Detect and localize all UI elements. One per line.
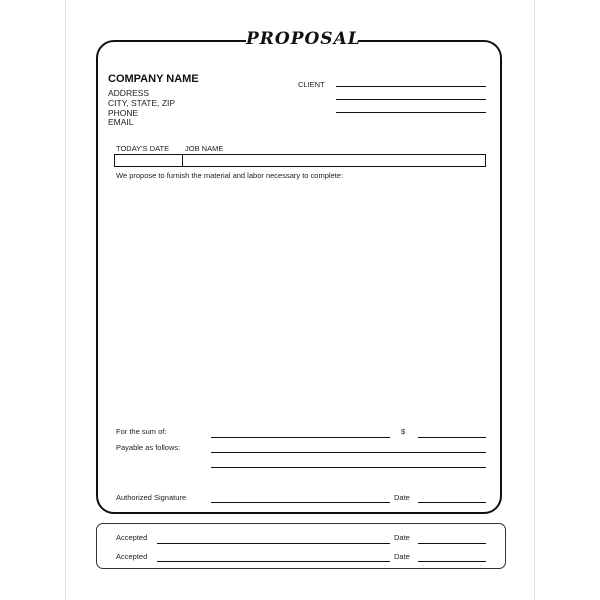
date-job-field-box[interactable] <box>114 154 486 167</box>
sum-line[interactable] <box>211 437 390 438</box>
accepted-date-label-1: Date <box>394 533 410 542</box>
accepted-label-1: Accepted <box>116 533 148 542</box>
accepted-line-1[interactable] <box>157 543 390 544</box>
client-label: CLIENT <box>298 80 325 89</box>
accepted-line-2[interactable] <box>157 561 390 562</box>
acceptance-frame <box>96 523 506 569</box>
payable-label: Payable as follows: <box>116 443 181 452</box>
authorized-signature-line[interactable] <box>211 502 390 503</box>
payable-line-2[interactable] <box>211 467 486 468</box>
signature-date-line[interactable] <box>418 502 486 503</box>
company-email: EMAIL <box>108 117 134 127</box>
company-phone: PHONE <box>108 108 139 118</box>
company-city-state-zip: CITY, STATE, ZIP <box>108 98 176 108</box>
dollar-sign: $ <box>401 427 406 436</box>
job-name-label: JOB NAME <box>185 144 224 153</box>
accepted-date-line-2[interactable] <box>418 561 486 562</box>
document-title: PROPOSAL <box>246 29 361 49</box>
client-line-3[interactable] <box>336 112 486 113</box>
client-line-2[interactable] <box>336 99 486 100</box>
accepted-date-line-1[interactable] <box>418 543 486 544</box>
proposal-statement: We propose to furnish the material and labor necessary to complete: <box>116 171 344 180</box>
client-line-1[interactable] <box>336 86 486 87</box>
company-name: COMPANY NAME <box>108 73 199 85</box>
payable-line-1[interactable] <box>211 452 486 453</box>
sum-label: For the sum of: <box>116 427 167 436</box>
accepted-label-2: Accepted <box>116 552 148 561</box>
todays-date-label: TODAY'S DATE <box>116 144 170 153</box>
accepted-date-label-2: Date <box>394 552 410 561</box>
authorized-signature-label: Authorized Signature <box>116 493 187 502</box>
signature-date-label: Date <box>394 493 410 502</box>
amount-line[interactable] <box>418 437 486 438</box>
field-divider <box>182 155 183 166</box>
company-address: ADDRESS <box>108 88 150 98</box>
